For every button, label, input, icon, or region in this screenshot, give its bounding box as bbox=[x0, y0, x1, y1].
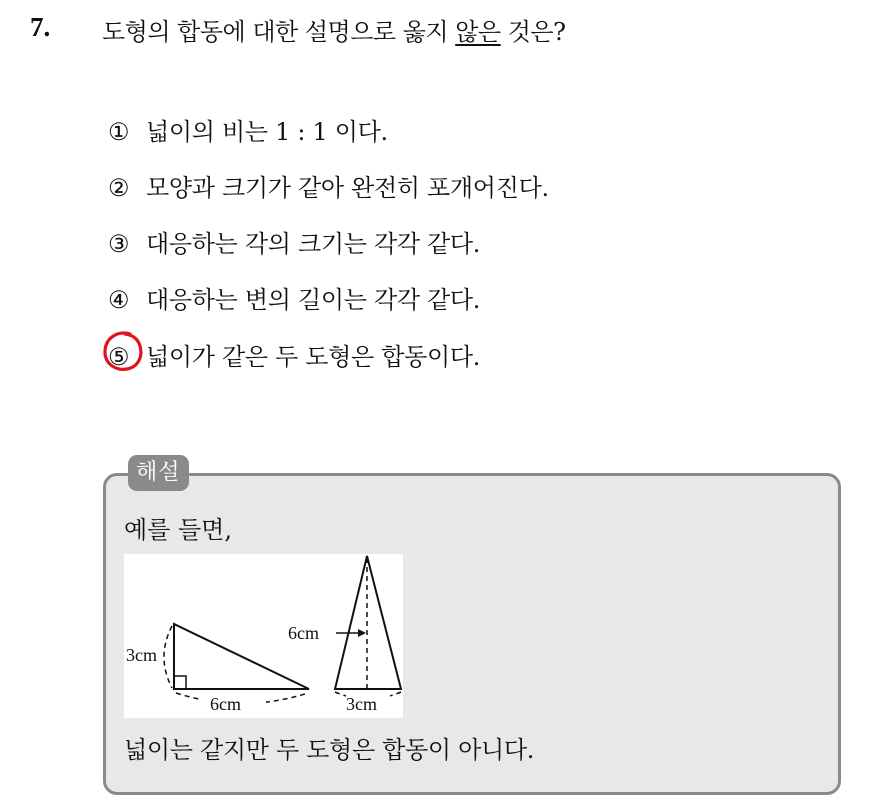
choice-5-text: 넓이가 같은 두 도형은 합동이다. bbox=[146, 343, 481, 371]
explanation-figure bbox=[124, 554, 403, 718]
question-number: 7. bbox=[30, 12, 51, 42]
question-text-before: 도형의 합동에 대한 설명으로 옳지 bbox=[102, 18, 456, 46]
question-underlined-word: 않은 bbox=[455, 18, 501, 46]
explanation-intro: 예를 들면, bbox=[124, 516, 232, 544]
triangle2-height-label: 6cm bbox=[288, 623, 319, 643]
choice-3-text: 대응하는 각의 크기는 각각 같다. bbox=[146, 230, 481, 258]
triangle1-base-label: 6cm bbox=[210, 694, 241, 714]
triangle2-base-label: 3cm bbox=[346, 694, 377, 714]
choice-2[interactable] bbox=[108, 168, 549, 203]
choice-1-text: 넓이의 비는 1 : 1 이다. bbox=[146, 118, 388, 146]
choice-2-mark: ② bbox=[108, 174, 130, 202]
question-text-after: 것은? bbox=[500, 18, 566, 46]
choice-3[interactable] bbox=[108, 224, 480, 259]
explanation-tag: 해설 bbox=[128, 455, 189, 491]
question-text bbox=[102, 12, 565, 47]
isosceles-triangle bbox=[288, 556, 401, 714]
choice-2-text: 모양과 크기가 같아 완전히 포개어진다. bbox=[146, 174, 549, 202]
triangle1-height-label: 3cm bbox=[126, 645, 157, 665]
choice-5[interactable] bbox=[108, 337, 480, 372]
choice-1[interactable] bbox=[108, 112, 388, 147]
choice-4-mark: ④ bbox=[108, 286, 130, 314]
explanation-conclusion: 넓이는 같지만 두 도형은 합동이 아니다. bbox=[124, 736, 535, 764]
right-triangle bbox=[126, 624, 309, 715]
choice-1-mark: ① bbox=[108, 118, 130, 146]
choice-5-mark: ⑤ bbox=[108, 343, 130, 371]
choice-4[interactable] bbox=[108, 280, 480, 315]
choice-4-text: 대응하는 변의 길이는 각각 같다. bbox=[146, 286, 481, 314]
answer-circle-icon bbox=[100, 328, 146, 374]
choice-3-mark: ③ bbox=[108, 230, 130, 258]
